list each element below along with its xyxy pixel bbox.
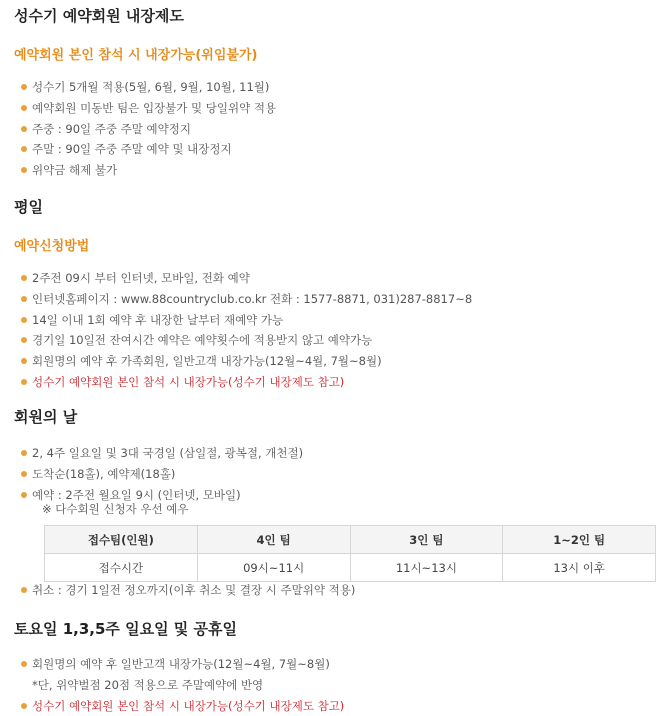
section-heading-weekend: 토요일 1,3,5주 일요일 및 공휴일: [14, 620, 237, 638]
table-header-cell: 접수팀(인원): [45, 526, 198, 554]
table-header-cell: 1~2인 팀: [503, 526, 656, 554]
section-heading-weekday: 평일: [14, 198, 43, 216]
bullet-icon: [21, 126, 27, 132]
list-item-warning: 성수기 예약회원 본인 참석 시 내장가능(성수기 내장제도 참고): [32, 696, 344, 716]
bullet-icon: [21, 492, 27, 498]
list-item: 위약금 해제 불가: [32, 160, 276, 181]
list-item-note: *단, 위약벌점 20점 적용으로 주말예약에 반영: [32, 677, 264, 692]
table-header-cell: 4인 팀: [197, 526, 350, 554]
table-cell: 접수시간: [45, 554, 198, 582]
table-cell: 13시 이후: [503, 554, 656, 582]
reception-time-table: [44, 525, 656, 582]
bullet-icon: [21, 146, 27, 152]
cancel-list: [32, 580, 355, 601]
peak-list: [32, 77, 276, 181]
table-row: [45, 554, 656, 582]
table-header-cell: 3인 팀: [350, 526, 503, 554]
member-day-note: ※ 다수회원 신청자 우선 예우: [42, 502, 189, 516]
list-item: 주말 : 90일 주중 주말 예약 및 내장정지: [32, 139, 276, 160]
weekend-list: [32, 654, 344, 716]
section-subtitle-reservation: 예약신청방법: [14, 239, 90, 254]
list-item: 주중 : 90일 주중 주말 예약정지: [32, 119, 276, 140]
weekday-list: [32, 268, 472, 393]
bullet-icon: [21, 661, 27, 667]
list-item: 취소 : 경기 1일전 정오까지(이후 취소 및 결장 시 주말위약 적용): [32, 580, 355, 601]
bullet-icon: [21, 105, 27, 111]
member-day-list: [32, 443, 303, 505]
list-item: 경기일 10일전 잔여시간 예약은 예약횟수에 적용받지 않고 예약가능: [32, 330, 472, 351]
table-cell: 11시~13시: [350, 554, 503, 582]
section-heading-member-day: 회원의 날: [14, 408, 78, 426]
bullet-icon: [21, 296, 27, 302]
section-subtitle-peak: 예약회원 본인 참석 시 내장가능(위임불가): [14, 48, 258, 63]
bullet-icon: [21, 84, 27, 90]
list-item: 도착순(18홀), 예약제(18홀): [32, 464, 303, 485]
bullet-icon: [21, 337, 27, 343]
bullet-icon: [21, 167, 27, 173]
list-item: 예약 : 2주전 월요일 9시 (인터넷, 모바일): [32, 485, 303, 506]
list-item: 회원명의 예약 후 가족회원, 일반고객 내장가능(12월~4월, 7월~8월): [32, 351, 472, 372]
bullet-icon: [21, 358, 27, 364]
table-cell: 09시~11시: [197, 554, 350, 582]
bullet-icon: [21, 471, 27, 477]
bullet-icon: [21, 275, 27, 281]
list-item-warning: 성수기 예약회원 본인 참석 시 내장가능(성수기 내장제도 참고): [32, 372, 472, 393]
bullet-icon: [21, 450, 27, 456]
bullet-icon: [21, 703, 27, 709]
list-item: 성수기 5개월 적용(5월, 6월, 9월, 10월, 11월): [32, 77, 276, 98]
table-header-row: [45, 526, 656, 554]
list-item: 2주전 09시 부터 인터넷, 모바일, 전화 예약: [32, 268, 472, 289]
list-item: 회원명의 예약 후 일반고객 내장가능(12월~4월, 7월~8월): [32, 654, 344, 675]
bullet-icon: [21, 587, 27, 593]
list-item: 인터넷홈페이지 : www.88countryclub.co.kr 전화 : 1577-8871, 031)287-8817~8: [32, 289, 472, 310]
list-item: 14일 이내 1회 예약 후 내장한 날부터 재예약 가능: [32, 310, 472, 331]
list-item: 예약회원 미동반 팀은 입장불가 및 당일위약 적용: [32, 98, 276, 119]
list-item: 2, 4주 일요일 및 3대 국경일 (삼일절, 광복절, 개천절): [32, 443, 303, 464]
bullet-icon: [21, 317, 27, 323]
bullet-icon: [21, 379, 27, 385]
page-title: 성수기 예약회원 내장제도: [14, 7, 184, 25]
